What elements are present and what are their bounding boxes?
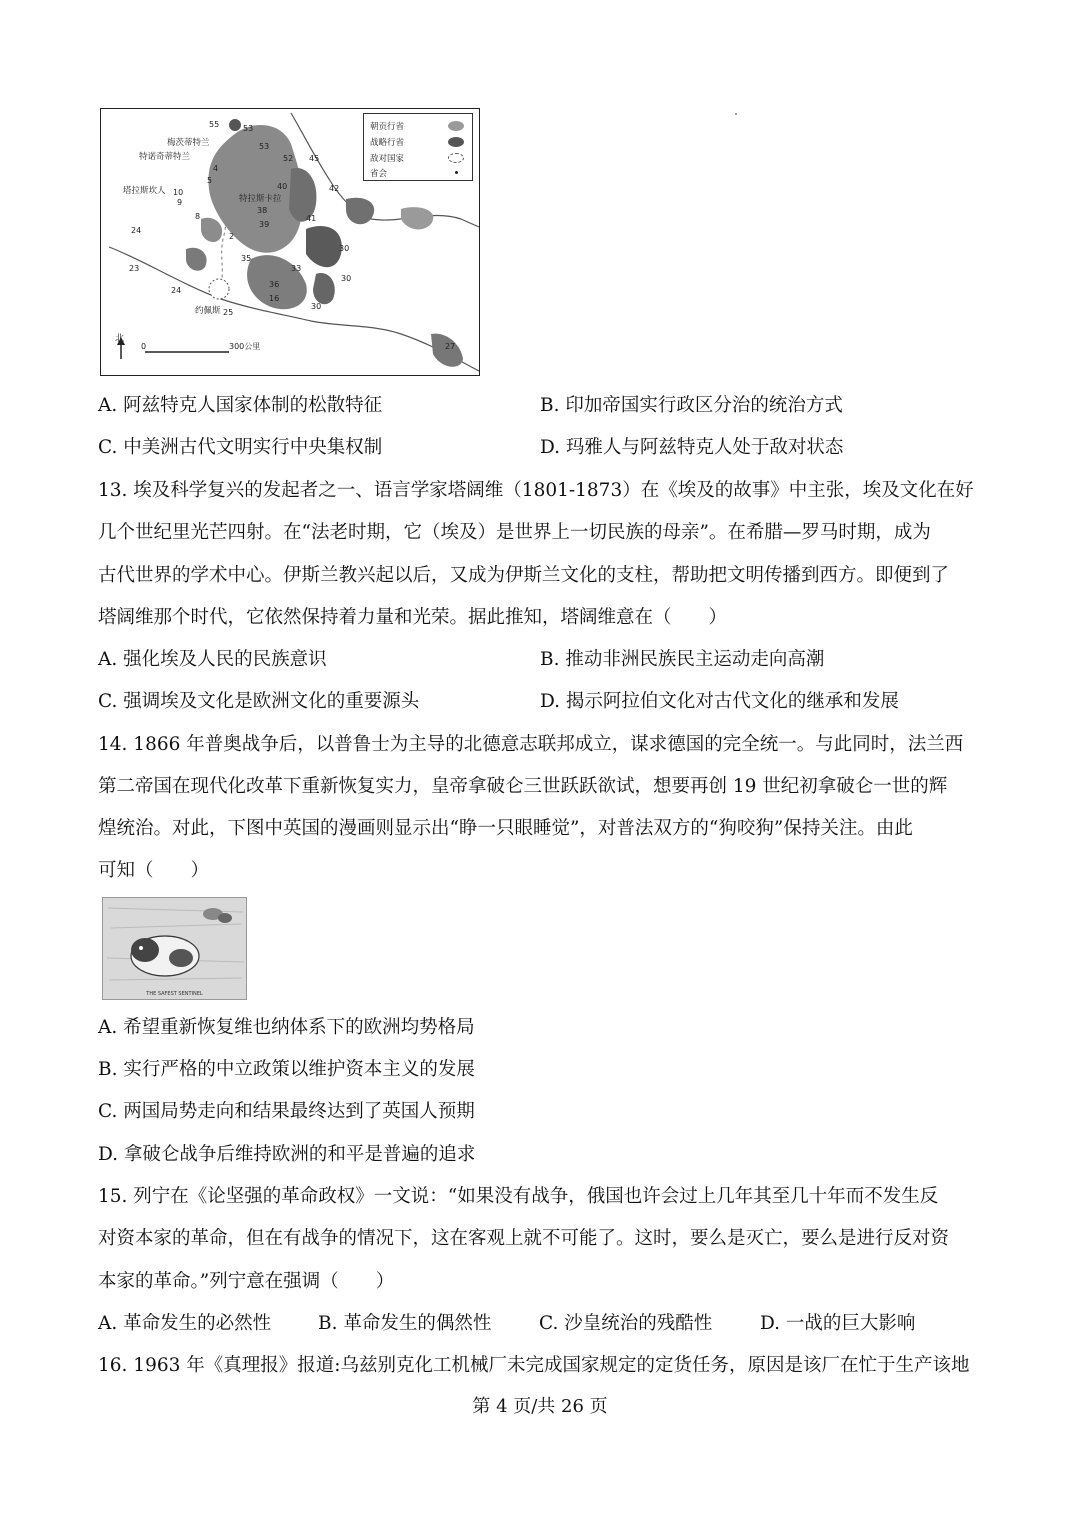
q12-option-b: B. 印加帝国实行政区分治的统治方式 — [540, 395, 843, 416]
province-number: 30 — [339, 244, 350, 253]
stray-dot — [735, 113, 737, 115]
q12-option-d: D. 玛雅人与阿兹特克人处于敌对状态 — [540, 437, 844, 458]
province-number: 45 — [309, 154, 320, 163]
q12-option-c: C. 中美洲古代文明实行中央集权制 — [98, 437, 383, 458]
map-legend — [363, 113, 473, 181]
province-number: 10 — [173, 188, 184, 197]
legend-enemy: 敌对国家 — [370, 154, 405, 164]
province-number: 24 — [171, 286, 182, 295]
province-number: 30 — [311, 302, 322, 311]
label-yopitzinco: 约佩斯 — [195, 306, 221, 316]
q14-stem-line: 煌统治。对此，下图中英国的漫画则显示出“睁一只眼睡觉”，对普法双方的“狗咬狗”保持关注。由此 — [98, 818, 913, 839]
q15-option-c: C. 沙皇统治的残酷性 — [539, 1313, 713, 1334]
q13-stem-line: 几个世纪里光芒四射。在“法老时期，它（埃及）是世界上一切民族的母亲”。在希腊—罗马时期，成为 — [98, 522, 931, 543]
province-number: 2 — [229, 232, 235, 241]
q13-option-a: A. 强化埃及人民的民族意识 — [98, 649, 327, 670]
q14-stem-line: 14. 1866 年普奥战争后，以普鲁士为主导的北德意志联邦成立，谋求德国的完全统一。与此同时，法兰西 — [98, 734, 964, 755]
q13-stem-line: 塔阔维那个时代，它依然保持着力量和光荣。据此推知，塔阔维意在（ ） — [98, 607, 728, 628]
q14-option-d: D. 拿破仑战争后维持欧洲的和平是普遍的追求 — [98, 1144, 476, 1165]
q14-option-c: C. 两国局势走向和结果最终达到了英国人预期 — [98, 1101, 475, 1122]
province-number: 42 — [329, 184, 340, 193]
label-tarasca: 塔拉斯坎人 — [123, 186, 166, 196]
scale-start: 0 — [141, 342, 147, 351]
q12-option-a: A. 阿兹特克人国家体制的松散特征 — [98, 395, 383, 416]
province-number: 35 — [241, 254, 252, 263]
q13-option-b: B. 推动非洲民族民主运动走向高潮 — [540, 649, 825, 670]
scale-end: 300公里 — [229, 342, 261, 351]
province-number: 27 — [445, 342, 456, 351]
label-meiqian: 梅茨蒂特兰 — [167, 138, 210, 148]
q13-stem-line: 古代世界的学术中心。伊斯兰教兴起以后，又成为伊斯兰文化的支柱，帮助把文明传播到西方。即便到了 — [98, 565, 950, 586]
province-number: 36 — [269, 280, 280, 289]
q15-option-a: A. 革命发生的必然性 — [98, 1313, 272, 1334]
cartoon-caption: THE SAFEST SENTINEL — [146, 991, 203, 997]
q13-stem-line: 13. 埃及科学复兴的发起者之一、语言学家塔阔维（1801-1873）在《埃及的故事》中主张，埃及文化在好 — [98, 480, 974, 501]
legend-capital-dot — [455, 171, 458, 174]
legend-tributary-swatch — [448, 121, 464, 131]
enemy-state-yopitzinco — [209, 279, 229, 299]
province-number: 40 — [277, 182, 288, 191]
province-number: 5 — [207, 176, 213, 185]
page-footer: 第 4 页/共 26 页 — [472, 1396, 608, 1417]
q14-option-b: B. 实行严格的中立政策以维护资本主义的发展 — [98, 1059, 475, 1080]
q14-stem-line: 第二帝国在现代化改革下重新恢复实力，皇帝拿破仑三世跃跃欲试，想要再创 19 世纪初拿破仑一世的辉 — [98, 776, 948, 797]
province-number: 25 — [223, 308, 234, 317]
empire-map — [100, 108, 480, 376]
label-tenochtitlan: 特诺奇蒂特兰 — [139, 152, 191, 162]
province-number: 9 — [177, 198, 183, 207]
q15-stem-line: 本家的革命。”列宁意在强调（ ） — [98, 1271, 395, 1292]
q14-option-a: A. 希望重新恢复维也纳体系下的欧洲均势格局 — [98, 1017, 475, 1038]
province-number: 52 — [283, 154, 294, 163]
label-tlaxcala: 特拉斯卡拉 — [239, 194, 282, 204]
province-number: 55 — [209, 120, 220, 129]
province-number: 8 — [195, 212, 201, 221]
legend-tributary: 朝贡行省 — [370, 122, 405, 132]
legend-strategic: 战略行省 — [370, 138, 405, 148]
province-number: 16 — [269, 294, 280, 303]
province-number: 41 — [306, 214, 317, 223]
province-number: 53 — [243, 124, 254, 133]
province-number: 39 — [259, 220, 270, 229]
province-number: 24 — [131, 226, 142, 235]
cartoon-drawing — [103, 898, 247, 1000]
legend-capital: 省会 — [370, 169, 388, 179]
q16-stem-line: 16. 1963 年《真理报》报道:乌兹别克化工机械厂未完成国家规定的定货任务，原因是该厂在忙于生产该地 — [98, 1355, 970, 1376]
q15-option-d: D. 一战的巨大影响 — [760, 1313, 916, 1334]
province-number: 53 — [259, 142, 270, 151]
province-number: 23 — [129, 264, 140, 273]
q15-stem-line: 对资本家的革命，但在有战争的情况下，这在客观上就不可能了。这时，要么是灭亡，要么是进行反对资 — [98, 1228, 950, 1249]
q14-stem-line: 可知（ ） — [98, 860, 210, 881]
north-label: 北 — [115, 334, 125, 344]
q15-stem-line: 15. 列宁在《论坚强的革命政权》一文说：“如果没有战争，俄国也许会过上几年其至几十年而不发生反 — [98, 1186, 939, 1207]
q13-option-c: C. 强调埃及文化是欧洲文化的重要源头 — [98, 691, 420, 712]
legend-strategic-swatch — [448, 137, 464, 147]
legend-enemy-swatch — [448, 153, 464, 163]
province-number: 30 — [341, 274, 352, 283]
q15-option-b: B. 革命发生的偶然性 — [318, 1313, 492, 1334]
cartoon-image — [102, 897, 247, 1000]
province-number: 33 — [291, 264, 302, 273]
q13-option-d: D. 揭示阿拉伯文化对古代文化的继承和发展 — [540, 691, 899, 712]
province-number: 4 — [213, 164, 219, 173]
province-number: 38 — [257, 206, 268, 215]
